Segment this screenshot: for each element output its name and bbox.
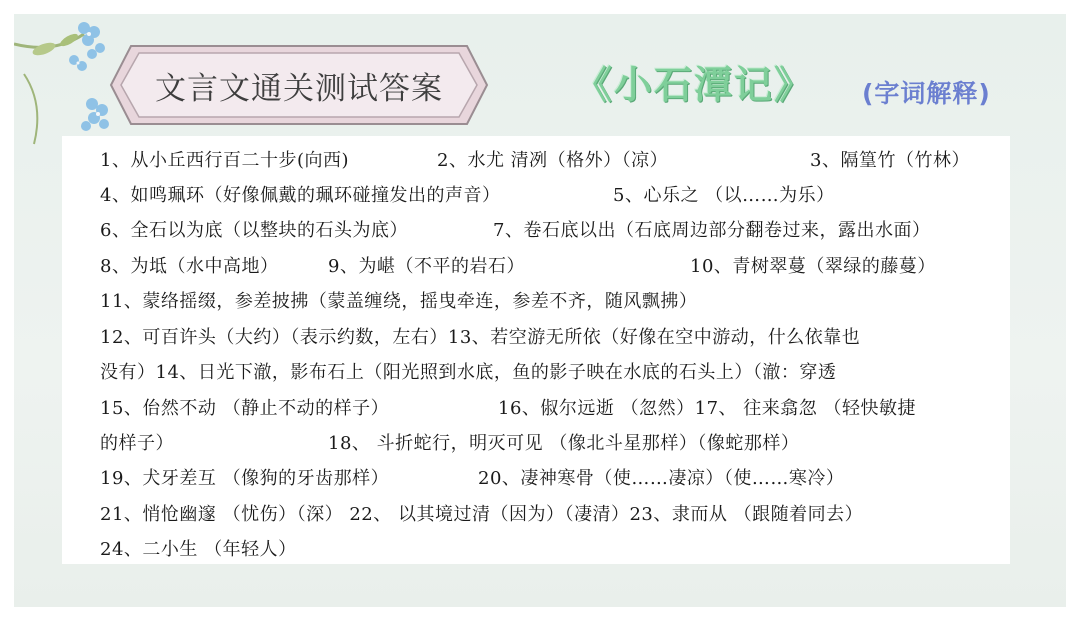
answer-item: 6、全石以为底（以整块的石头为底） bbox=[100, 220, 408, 241]
answer-item: 9、为嵁（不平的岩石） bbox=[328, 256, 525, 277]
answer-item: 15、佁然不动 （静止不动的样子） bbox=[100, 398, 390, 419]
answer-panel bbox=[62, 136, 1010, 564]
answer-item: 2、水尤 清冽（格外）（凉） bbox=[437, 150, 669, 171]
page-title: 文言文通关测试答案 bbox=[155, 70, 443, 107]
subtitle: (字词解释) bbox=[862, 79, 991, 108]
answer-item: 7、卷石底以出（石底周边部分翻卷过来，露出水面） bbox=[493, 220, 931, 241]
answer-item: 18、 斗折蛇行，明灭可见 （像北斗星那样）（像蛇那样） bbox=[328, 433, 800, 454]
answer-item: 12、可百许头（大约）（表示约数，左右）13、若空游无所依（好像在空中游动，什么依靠也 bbox=[100, 327, 861, 348]
answer-item: 21、悄怆幽邃 （忧伤）（深） 22、 以其境过清（因为）（凄清）23、隶而从 （跟随着同去） bbox=[100, 504, 864, 525]
answer-item: 5、心乐之 （以……为乐） bbox=[613, 185, 835, 206]
answer-item: 19、犬牙差互 （像狗的牙齿那样） bbox=[100, 468, 390, 489]
answer-item: 没有）14、日光下澈，影布石上（阳光照到水底，鱼的影子映在水底的石头上）（澈：穿透 bbox=[100, 362, 837, 383]
title-banner bbox=[109, 44, 489, 126]
answer-item: 8、为坻（水中高地） bbox=[100, 256, 279, 277]
answer-item: 16、俶尔远逝 （忽然）17、 往来翕忽 （轻快敏捷 bbox=[498, 398, 916, 419]
answer-item: 4、如鸣珮环（好像佩戴的珮环碰撞发出的声音） bbox=[100, 185, 501, 206]
answer-item: 11、蒙络摇缀，参差披拂（蒙盖缠绕，摇曳牵连，参差不齐，随风飘拂） bbox=[100, 291, 698, 312]
answer-item: 的样子） bbox=[100, 433, 174, 454]
answer-item: 20、凄神寒骨（使……凄凉）（使……寒冷） bbox=[478, 468, 845, 489]
answer-item: 10、青树翠蔓（翠绿的藤蔓） bbox=[690, 256, 936, 277]
lesson-title: 《小石潭记》 bbox=[574, 63, 815, 107]
answer-item: 24、二小生 （年轻人） bbox=[100, 539, 297, 560]
answer-item: 1、从小丘西行百二十步(向西) bbox=[100, 150, 349, 171]
answer-item: 3、隔篁竹（竹林） bbox=[810, 150, 970, 171]
